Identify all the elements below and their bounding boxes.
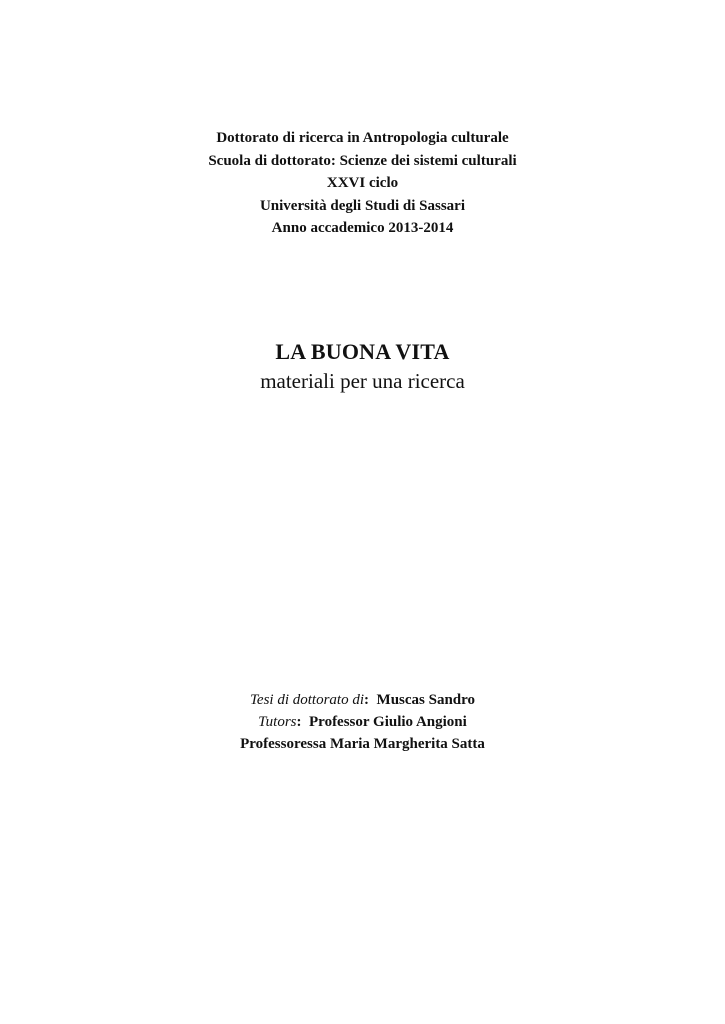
university: Università degli Studi di Sassari <box>259 197 466 214</box>
thesis-subtitle: materiali per una ricerca <box>260 369 465 393</box>
doctoral-school: Scuola di dottorato: Scienze dei sistemi culturali <box>208 152 517 169</box>
tutors-colon: : <box>296 714 310 730</box>
institution-header <box>0 127 725 240</box>
tutor-2: Professoressa Maria Margherita Satta <box>240 736 485 752</box>
credits-block <box>0 689 725 755</box>
tutor-1: Professor Giulio Angioni <box>309 714 467 730</box>
cycle: XXVI ciclo <box>326 175 399 191</box>
tutors-line <box>0 711 725 733</box>
doctorate-program: Dottorato di ricerca in Antropologia culturale <box>216 130 509 146</box>
thesis-title: LA BUONA VITA <box>275 339 450 364</box>
academic-year: Anno accademico 2013-2014 <box>271 220 454 236</box>
author-line <box>0 689 725 711</box>
author-label: Tesi di dottorato di <box>249 692 365 708</box>
tutors-label: Tutors <box>258 714 297 730</box>
author-name: Muscas Sandro <box>376 692 476 708</box>
thesis-title-block <box>0 338 725 395</box>
author-colon: : <box>364 692 377 708</box>
